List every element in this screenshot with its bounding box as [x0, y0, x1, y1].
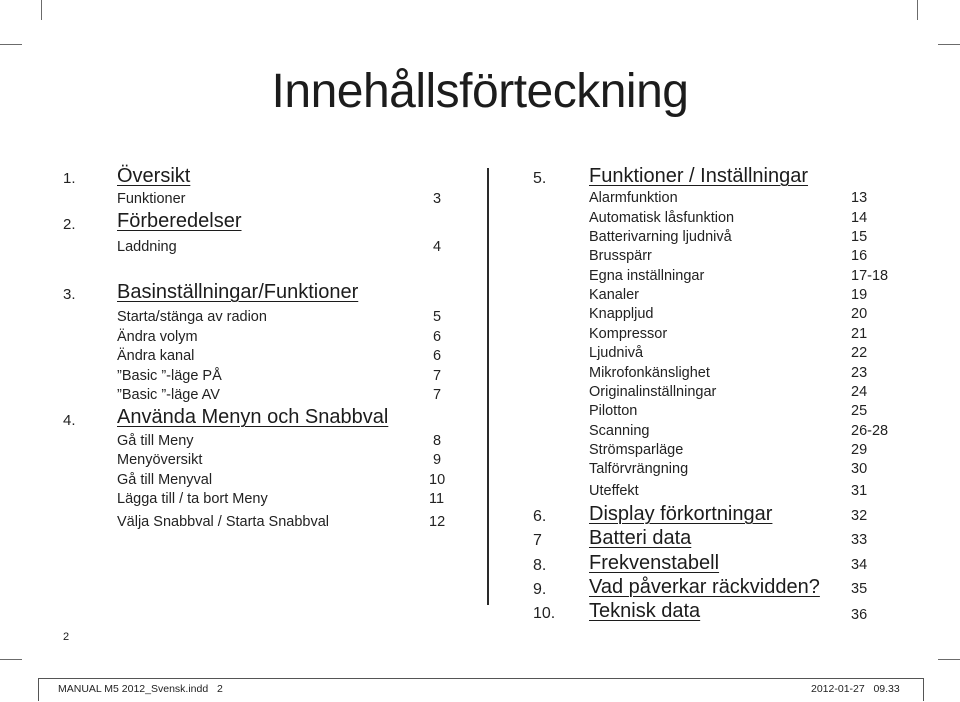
toc-entry-page: 6: [433, 329, 442, 345]
toc-entry-label[interactable]: Gå till Menyval: [117, 472, 213, 488]
section-number: 6.: [533, 508, 547, 525]
page-title: Innehållsförteckning: [271, 65, 689, 118]
toc-entry-label[interactable]: Egna inställningar: [589, 268, 705, 284]
toc-entry-page: 36: [851, 607, 868, 623]
toc-entry-page: 31: [851, 483, 868, 499]
toc-entry-page: 15: [851, 229, 868, 245]
section-number: 5.: [533, 170, 547, 187]
toc-entry-label[interactable]: Välja Snabbval / Starta Snabbval: [117, 514, 329, 530]
toc-entry-page: 17-18: [851, 268, 889, 284]
toc-entry-page: 21: [851, 326, 868, 342]
toc-entry-label[interactable]: Kompressor: [589, 326, 668, 342]
crop-mark: [41, 0, 42, 20]
section-heading-vad-paverkar[interactable]: Vad påverkar räckvidden?: [589, 576, 820, 598]
toc-entry-page: 13: [851, 190, 868, 206]
section-heading-batteri-data[interactable]: Batteri data: [589, 527, 692, 549]
toc-entry-label[interactable]: Gå till Meny: [117, 433, 194, 449]
page-number: 2: [63, 631, 70, 643]
section-heading-basinstallningar[interactable]: Basinställningar/Funktioner: [117, 281, 359, 303]
toc-entry-label[interactable]: ”Basic ”-läge PÅ: [117, 368, 222, 384]
toc-entry-label[interactable]: Originalinställningar: [589, 384, 717, 400]
toc-entry-page: 30: [851, 461, 868, 477]
column-divider: [487, 168, 489, 605]
toc-entry-label[interactable]: Ljudnivå: [589, 345, 644, 361]
toc-entry-label[interactable]: Uteffekt: [589, 483, 639, 499]
toc-entry-page: 25: [851, 403, 868, 419]
section-number: 10.: [533, 605, 556, 622]
toc-entry-label[interactable]: Talförvrängning: [589, 461, 689, 477]
toc-entry-page: 20: [851, 306, 868, 322]
toc-entry-page: 33: [851, 532, 868, 548]
section-heading-anvanda-menyn[interactable]: Använda Menyn och Snabbval: [117, 406, 389, 428]
footer-file-name: MANUAL M5 2012_Svensk.indd 2: [58, 683, 223, 695]
section-heading-frekvenstabell[interactable]: Frekvenstabell: [589, 552, 720, 574]
footer-timestamp: 2012-01-27 09.33: [811, 683, 900, 695]
toc-entry-page: 26-28: [851, 423, 889, 439]
toc-entry-label[interactable]: Automatisk låsfunktion: [589, 210, 735, 226]
toc-entry-label[interactable]: Lägga till / ta bort Meny: [117, 491, 268, 507]
crop-mark: [938, 44, 960, 45]
toc-entry-label[interactable]: Batterivarning ljudnivå: [589, 229, 732, 245]
toc-entry-page: 16: [851, 248, 868, 264]
toc-entry-page: 7: [433, 368, 442, 384]
toc-entry-page: 10: [429, 472, 446, 488]
section-number: 4.: [63, 412, 76, 429]
toc-entry-page: 34: [851, 557, 868, 573]
toc-entry-label[interactable]: Knappljud: [589, 306, 654, 322]
section-number: 9.: [533, 581, 547, 598]
section-heading-oversikt[interactable]: Översikt: [117, 165, 191, 187]
toc-entry-page: 24: [851, 384, 868, 400]
toc-entry-label[interactable]: Ändra kanal: [117, 348, 195, 364]
toc-entry-label[interactable]: Strömsparläge: [589, 442, 684, 458]
toc-entry-label[interactable]: ”Basic ”-läge AV: [117, 387, 220, 403]
toc-entry-page: 11: [429, 491, 445, 507]
toc-entry-page: 23: [851, 365, 868, 381]
toc-entry-page: 29: [851, 442, 868, 458]
toc-entry-label[interactable]: Starta/stänga av radion: [117, 309, 267, 325]
crop-mark: [0, 659, 22, 660]
section-number: 2.: [63, 216, 76, 233]
toc-entry-page: 22: [851, 345, 868, 361]
toc-entry-page: 14: [851, 210, 868, 226]
toc-entry-page: 7: [433, 387, 442, 403]
section-number: 8.: [533, 557, 547, 574]
toc-entry-label[interactable]: Menyöversikt: [117, 452, 203, 468]
toc-entry-page: 8: [433, 433, 442, 449]
toc-entry-label[interactable]: Alarmfunktion: [589, 190, 678, 206]
toc-entry-page: 12: [429, 514, 446, 530]
section-heading-funktioner-installningar[interactable]: Funktioner / Inställningar: [589, 165, 809, 187]
toc-entry-label[interactable]: Brusspärr: [589, 248, 652, 264]
crop-mark: [917, 0, 918, 20]
toc-entry-page: 19: [851, 287, 868, 303]
toc-entry-page: 35: [851, 581, 868, 597]
toc-entry-label[interactable]: Pilotton: [589, 403, 638, 419]
section-heading-teknisk-data[interactable]: Teknisk data: [589, 600, 701, 622]
section-number: 7: [533, 532, 542, 549]
crop-mark: [938, 659, 960, 660]
section-heading-forberedelser[interactable]: Förberedelser: [117, 210, 242, 232]
section-number: 3.: [63, 286, 76, 303]
toc-entry-page: 9: [433, 452, 442, 468]
toc-entry-page: 3: [433, 191, 442, 207]
toc-entry-label[interactable]: Laddning: [117, 239, 177, 255]
toc-entry-label[interactable]: Kanaler: [589, 287, 639, 303]
toc-entry-page: 32: [851, 508, 868, 524]
toc-entry-label[interactable]: Funktioner: [117, 191, 186, 207]
toc-entry-page: 6: [433, 348, 442, 364]
toc-entry-label[interactable]: Ändra volym: [117, 329, 198, 345]
toc-entry-label[interactable]: Scanning: [589, 423, 650, 439]
toc-entry-page: 4: [433, 239, 442, 255]
section-number: 1.: [63, 170, 76, 187]
toc-entry-label[interactable]: Mikrofonkänslighet: [589, 365, 710, 381]
crop-mark: [0, 44, 22, 45]
toc-entry-page: 5: [433, 309, 442, 325]
section-heading-display-forkortningar[interactable]: Display förkortningar: [589, 503, 773, 525]
